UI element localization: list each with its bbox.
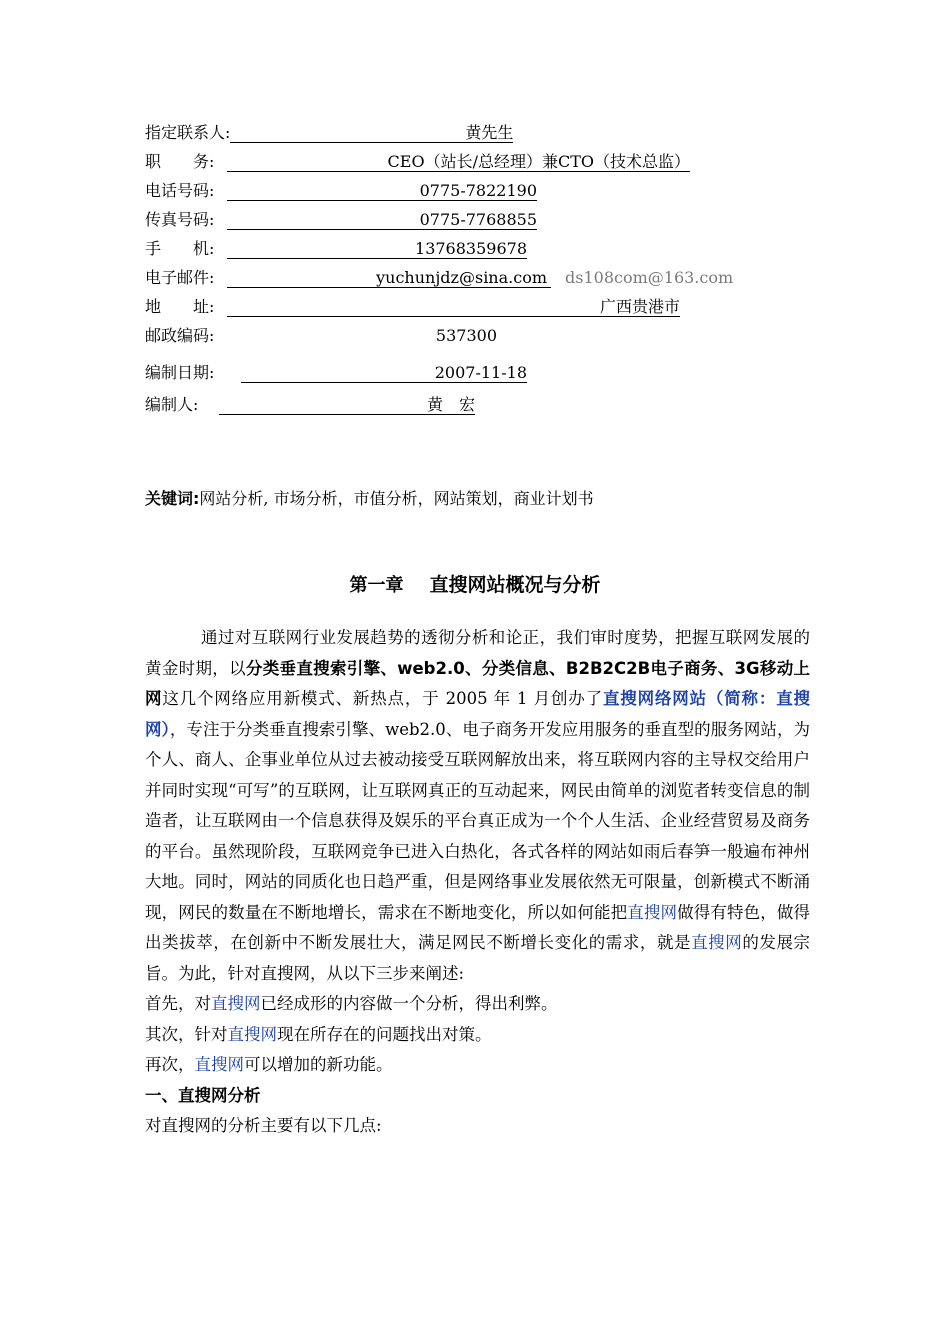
contact-phone-row	[145, 180, 537, 202]
intro-keywords-bold: 分类垂直搜索引擎、web2.0、分类信息、B2B2C2B电子商务、3G移动上网	[145, 658, 811, 708]
contact-mobile-row	[145, 238, 527, 260]
contact-person-label: 指定联系人:	[145, 123, 231, 142]
contact-phone-value: 0775-7822190	[227, 182, 537, 201]
contact-person-value: 黄先生	[230, 124, 513, 143]
contact-address-row	[145, 296, 680, 318]
contact-person-row	[145, 122, 513, 144]
contact-title-label: 职 务:	[145, 152, 215, 171]
zhisou-site-link[interactable]: 直搜网络网站（简称：直搜网）	[145, 689, 811, 739]
contact-phone-label: 电话号码:	[145, 181, 215, 200]
intro-paragraph: 通过对互联网行业发展趋势的透彻分析和论正，我们审时度势，把握互联网发展的黄金时期，以分类垂直搜索引擎、web2.0、分类信息、B2B2C2B电子商务、3G移动上网这几个网络应用新模式、新热点，于 2005 年 1 月创办了直搜网络网站（简称：直搜网），专注于分类垂直搜索引擎、web2.0、电子商务开发应用服务的垂直型的服务网站，为个人、商人、企事业单位从过去被动接受互联网解放出来，将互联网内容的主导权交给用户并同时实现“可写”的互联网，让互联网真正的互动起来，网民由简单的浏览者转变信息的制造者，让互联网由一个信息获得及娱乐的平台真正成为一个个人生活、企业经营贸易及商务的平台。虽然现阶段，互联网竞争已进入白热化，各式各样的网站如雨后春笋一般遍布神州大地。同时，网站的同质化也日趋严重，但是网络事业发展依然无可限量，创新模式不断涌现，网民的数量在不断地增长，需求在不断地变化，所以如何能把直搜网做得有特色，做得出类拔萃，在创新中不断发展壮大，满足网民不断增长变化的需求，就是直搜网的发展宗旨。为此，针对直搜网，从以下三步来阐述:	[145, 628, 811, 983]
contact-email-label: 电子邮件:	[145, 268, 215, 287]
step-third: 再次，直搜网可以增加的新功能。	[145, 1055, 393, 1074]
compiler-row	[145, 394, 475, 416]
contact-mobile-value: 13768359678	[227, 240, 527, 259]
step-second: 其次，针对直搜网现在所存在的问题找出对策。	[145, 1024, 492, 1044]
contact-postcode-row	[145, 325, 497, 347]
keywords-label: 关键词:	[145, 489, 200, 508]
compiler-label: 编制人:	[145, 395, 199, 414]
contact-address-label: 地 址:	[145, 297, 215, 316]
keywords-text: 网站分析, 市场分析，市值分析，网站策划，商业计划书	[199, 489, 594, 508]
contact-email-value[interactable]: yuchunjdz@sina.com	[227, 269, 551, 288]
step-first: 首先，对直搜网已经成形的内容做一个分析，得出利弊。	[145, 994, 558, 1013]
zhisou-link[interactable]: 直搜网	[627, 902, 678, 922]
zhisou-link[interactable]: 直搜网	[227, 1024, 277, 1044]
compile-date-value: 2007-11-18	[241, 364, 527, 383]
contact-fax-row	[145, 209, 537, 231]
chapter-number: 第一章	[349, 575, 404, 596]
contact-mobile-label: 手 机:	[145, 239, 215, 258]
contact-postcode-label: 邮政编码:	[145, 326, 215, 345]
contact-title-value: CEO（站长/总经理）兼CTO（技术总监）	[227, 153, 690, 172]
compiler-value: 黄 宏	[219, 396, 475, 415]
chapter-heading	[0, 570, 950, 597]
zhisou-link[interactable]: 直搜网	[691, 933, 743, 952]
compile-date-label: 编制日期:	[145, 363, 215, 382]
zhisou-link[interactable]: 直搜网	[211, 994, 261, 1013]
contact-email-alt[interactable]: ds108com@163.com	[565, 268, 734, 287]
contact-postcode-value: 537300	[435, 326, 497, 345]
section-text: 对直搜网的分析主要有以下几点:	[145, 1116, 382, 1135]
contact-fax-label: 传真号码:	[145, 210, 215, 229]
chapter-title: 直搜网站概况与分析	[429, 574, 601, 596]
compile-date-row	[145, 362, 527, 384]
contact-address-value: 广西贵港市	[227, 298, 680, 317]
keywords-line	[145, 488, 594, 510]
section-heading: 一、直搜网分析	[145, 1085, 261, 1105]
contact-title-row	[145, 151, 690, 173]
contact-email-row	[145, 267, 733, 289]
chapter-body	[145, 623, 810, 1142]
zhisou-link[interactable]: 直搜网	[194, 1055, 244, 1074]
contact-fax-value: 0775-7768855	[227, 211, 537, 230]
